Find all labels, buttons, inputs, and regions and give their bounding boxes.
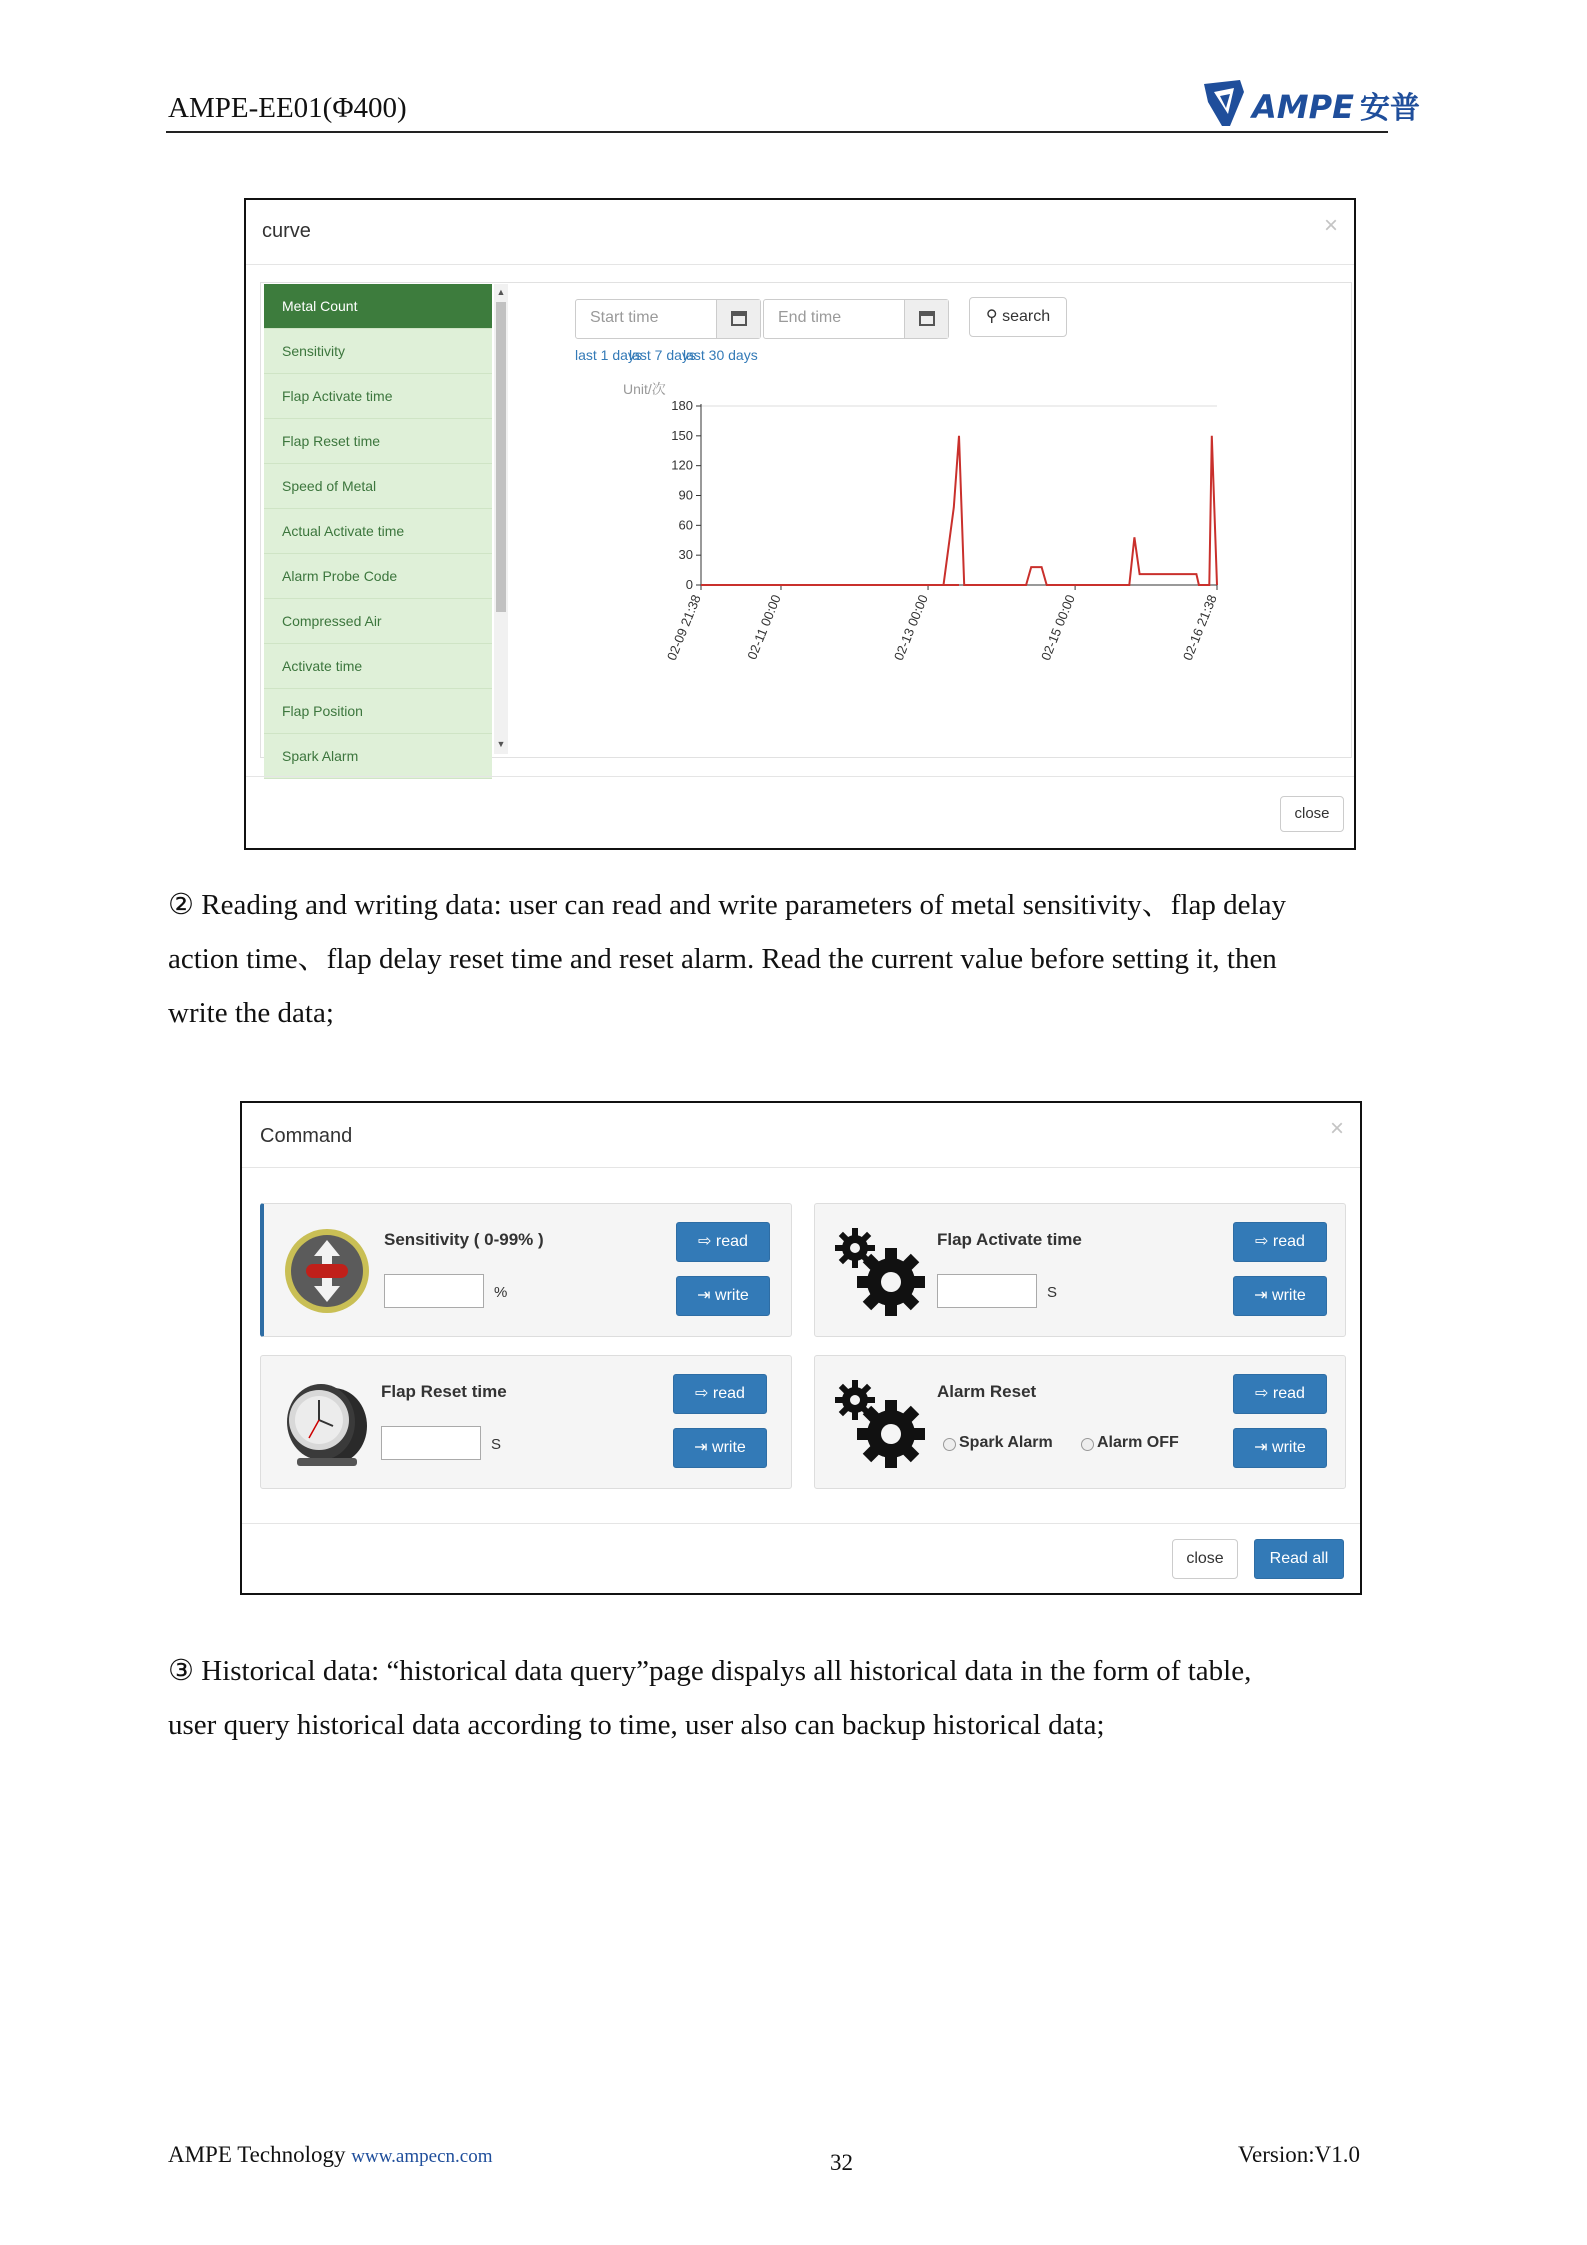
curve-close-button[interactable]: close: [1280, 796, 1344, 832]
y-axis-unit-label: Unit/次: [623, 381, 666, 397]
write-label: write: [1272, 1439, 1306, 1456]
write-icon: ⇥: [1254, 1287, 1268, 1304]
sensitivity-unit: %: [494, 1284, 508, 1301]
x-tick-label: 02-13 00:00: [890, 592, 931, 663]
y-tick-label: 0: [685, 577, 693, 592]
metric-item-compressed-air[interactable]: Compressed Air: [264, 599, 492, 644]
read-icon: ⇨: [695, 1385, 709, 1402]
search-button-label: search: [1002, 308, 1051, 325]
paragraph-historical-data: [168, 1644, 1428, 1752]
spark-alarm-radio[interactable]: [943, 1438, 956, 1451]
read-label: read: [1272, 1385, 1305, 1402]
y-tick-label: 90: [678, 487, 693, 503]
modal-header-divider: [246, 264, 1354, 265]
scroll-up-arrow-icon[interactable]: ▲: [496, 287, 506, 297]
flap-reset-time-label: Flap Reset time: [381, 1382, 507, 1401]
modal-title: curve: [262, 220, 311, 242]
end-time-placeholder: End time: [778, 309, 842, 326]
footer-company: [168, 2142, 492, 2168]
y-tick-label: 120: [671, 457, 693, 473]
flap-reset-time-input[interactable]: [381, 1426, 481, 1460]
last-1-days-link[interactable]: last 1 days: [575, 347, 642, 363]
x-tick-label: 02-11 00:00: [744, 592, 784, 662]
metric-item-sensitivity[interactable]: Sensitivity: [264, 329, 492, 374]
flap-activate-time-read-button[interactable]: [1233, 1222, 1327, 1262]
metric-item-flap-position[interactable]: Flap Position: [264, 689, 492, 734]
write-label: write: [712, 1439, 746, 1456]
spark-alarm-radio-label[interactable]: Spark Alarm: [959, 1434, 1053, 1451]
ampe-logo: [1200, 78, 1432, 132]
paragraph-line: ③ Historical data: “historical data query”page dispalys all historical data in the form of table,: [168, 1655, 1252, 1687]
metric-item-activate-time[interactable]: Activate time: [264, 644, 492, 689]
read-icon: ⇨: [698, 1233, 712, 1250]
y-tick-label: 180: [671, 398, 693, 413]
modal-footer-divider: [246, 776, 1354, 777]
x-tick-label: 02-09 21:38: [663, 592, 704, 663]
read-label: read: [712, 1385, 745, 1402]
write-icon: ⇥: [1254, 1439, 1268, 1456]
scroll-down-arrow-icon[interactable]: ▼: [496, 739, 506, 749]
command-modal: [240, 1101, 1362, 1595]
version-label: Version:V1.0: [1238, 2142, 1361, 2167]
write-icon: ⇥: [694, 1439, 708, 1456]
curve-modal: [244, 198, 1356, 850]
write-label: write: [715, 1287, 749, 1304]
read-label: read: [715, 1233, 748, 1250]
paragraph-reading-writing: [168, 878, 1428, 1040]
company-website[interactable]: www.ampecn.com: [351, 2146, 493, 2167]
search-icon: ⚲: [985, 308, 998, 325]
sensitivity-card: [260, 1203, 792, 1337]
alarm-off-radio[interactable]: [1081, 1438, 1094, 1451]
curve-panel: [260, 282, 1352, 764]
x-tick-label: 02-15 00:00: [1037, 592, 1078, 663]
modal-header-divider: [242, 1167, 1360, 1168]
flap-activate-time-write-button[interactable]: [1233, 1276, 1327, 1316]
start-time-placeholder: Start time: [590, 309, 659, 326]
sensitivity-arrows-icon: [282, 1226, 372, 1316]
flap-reset-time-unit: S: [491, 1436, 502, 1453]
alarm-reset-write-button[interactable]: [1233, 1428, 1327, 1468]
gears-icon: [833, 1224, 929, 1320]
metric-item-actual-activate-time[interactable]: Actual Activate time: [264, 509, 492, 554]
sensitivity-write-button[interactable]: [676, 1276, 770, 1316]
y-tick-label: 150: [671, 427, 693, 443]
flap-activate-time-unit: S: [1047, 1284, 1058, 1301]
company-name: AMPE Technology: [168, 2142, 346, 2167]
flap-activate-time-label: Flap Activate time: [937, 1230, 1082, 1249]
alarm-off-radio-label[interactable]: Alarm OFF: [1097, 1434, 1179, 1451]
clock-icon: [277, 1374, 373, 1470]
metric-item-spark-alarm[interactable]: Spark Alarm: [264, 734, 492, 779]
flap-activate-time-input[interactable]: [937, 1274, 1037, 1308]
sensitivity-label: Sensitivity ( 0-99% ): [384, 1230, 544, 1249]
read-all-button[interactable]: Read all: [1254, 1539, 1344, 1579]
metric-item-flap-reset-time[interactable]: Flap Reset time: [264, 419, 492, 464]
svg-text:AMPE: AMPE: [1252, 88, 1354, 126]
close-icon[interactable]: ×: [1324, 212, 1339, 239]
metric-item-alarm-probe-code[interactable]: Alarm Probe Code: [264, 554, 492, 599]
flap-reset-time-card: [260, 1355, 792, 1489]
read-label: read: [1272, 1233, 1305, 1250]
sensitivity-read-button[interactable]: [676, 1222, 770, 1262]
read-icon: ⇨: [1255, 1385, 1269, 1402]
alarm-reset-label: Alarm Reset: [937, 1382, 1037, 1401]
x-tick-label: 02-16 21:38: [1179, 592, 1220, 663]
modal-title: Command: [260, 1125, 353, 1147]
metal-count-chart: [261, 283, 1351, 757]
metric-item-flap-activate-time[interactable]: Flap Activate time: [264, 374, 492, 419]
series-line: [701, 436, 1217, 585]
paragraph-line: ② Reading and writing data: user can read and write parameters of metal sensitivity、flap delay: [168, 889, 1286, 921]
y-tick-label: 30: [678, 547, 693, 563]
flap-activate-time-card: [814, 1203, 1346, 1337]
alarm-reset-read-button[interactable]: [1233, 1374, 1327, 1414]
write-label: write: [1272, 1287, 1306, 1304]
read-icon: ⇨: [1255, 1233, 1269, 1250]
svg-text:安普: 安普: [1360, 91, 1420, 126]
document-title: AMPE-EE01(Φ400): [168, 92, 407, 124]
ampe-logo-graphic: [1200, 78, 1432, 132]
gears-icon: [833, 1376, 929, 1472]
flap-reset-time-write-button[interactable]: [673, 1428, 767, 1468]
flap-reset-time-read-button[interactable]: [673, 1374, 767, 1414]
metric-item-metal-count[interactable]: Metal Count: [264, 284, 492, 329]
y-tick-label: 60: [678, 517, 693, 533]
modal-footer-divider: [242, 1523, 1360, 1524]
last-7-days-link[interactable]: last 7 days: [629, 347, 696, 363]
metric-item-speed-of-metal[interactable]: Speed of Metal: [264, 464, 492, 509]
paragraph-line: user query historical data according to time, user also can backup historical data;: [168, 1709, 1105, 1741]
write-icon: ⇥: [697, 1287, 711, 1304]
close-icon[interactable]: ×: [1330, 1115, 1345, 1142]
alarm-reset-card: [814, 1355, 1346, 1489]
page-number: 32: [830, 2150, 853, 2175]
command-close-button[interactable]: close: [1172, 1539, 1238, 1579]
last-30-days-link[interactable]: last 30 days: [683, 347, 758, 363]
sensitivity-input[interactable]: [384, 1274, 484, 1308]
paragraph-line: action time、flap delay reset time and reset alarm. Read the current value before setting it, then: [168, 943, 1277, 975]
paragraph-line: write the data;: [168, 997, 334, 1029]
